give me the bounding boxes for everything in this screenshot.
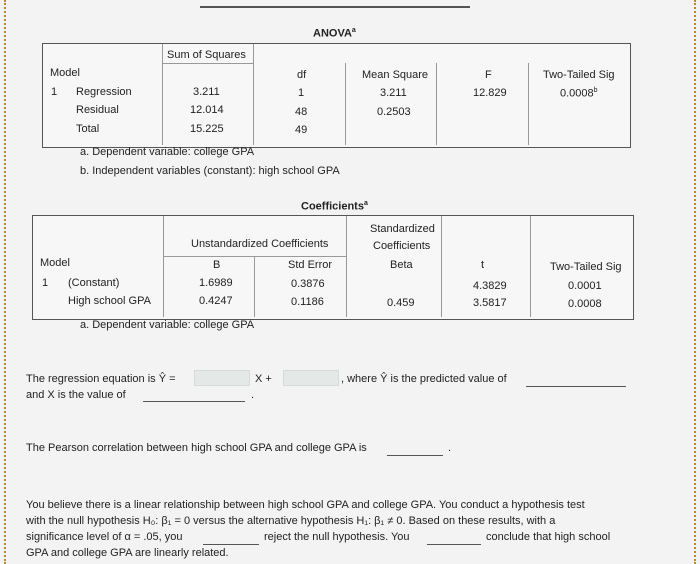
anova-divider xyxy=(163,63,253,64)
anova-sig-header: Two-Tailed Sig xyxy=(543,69,615,81)
coef-t-header: t xyxy=(481,259,485,271)
q2-text: The Pearson correlation between high school GPA and college GPA is xyxy=(26,442,367,454)
q1-text-part3: , where Ŷ is the predicted value of xyxy=(341,373,507,385)
q3-line-3c: conclude that high school xyxy=(486,531,611,543)
top-cropped-element xyxy=(200,0,470,8)
anova-divider xyxy=(436,63,437,145)
coef-divider xyxy=(254,256,255,317)
coef-model-header: Model xyxy=(40,257,70,269)
intercept-answer-input[interactable] xyxy=(283,370,339,386)
q1-text-part4: and X is the value of xyxy=(26,389,126,401)
coef-sig-header: Two-Tailed Sig xyxy=(550,261,622,273)
coef-title: Coefficients$^a$ xyxy=(301,200,368,213)
coef-row-se: 0.1186 xyxy=(291,296,324,308)
anova-row-f: 12.829 xyxy=(473,87,507,99)
coef-std-header-2: Coefficients xyxy=(373,240,431,252)
coef-std-header-1: Standardized xyxy=(370,223,435,235)
coef-row-sig: 0.0001 xyxy=(568,280,602,292)
coef-se-header: Std Error xyxy=(288,259,333,271)
q3-line-2: with the null hypothesis H₀: β₁ = 0 versus the alternative hypothesis H₁: β₁ ≠ 0. Based on these results, with a xyxy=(26,515,556,527)
coef-beta-header: Beta xyxy=(390,259,413,271)
anova-row-df: 48 xyxy=(295,106,308,118)
coef-row-t: 3.5817 xyxy=(473,297,507,309)
anova-ms-header: Mean Square xyxy=(362,69,429,81)
coef-note-a: a. Dependent variable: college GPA xyxy=(80,319,255,331)
coef-row-t: 4.3829 xyxy=(473,280,507,292)
page-border-left xyxy=(4,0,6,564)
coef-row-se: 0.3876 xyxy=(291,278,325,290)
anova-note-a: a. Dependent variable: college GPA xyxy=(80,146,255,158)
anova-divider xyxy=(253,44,254,145)
anova-row-label: Regression xyxy=(76,86,132,98)
slope-answer-input[interactable] xyxy=(194,370,250,386)
coef-divider xyxy=(441,216,442,317)
q3-line-1: You believe there is a linear relationship between high school GPA and college GPA. You conduct a hypothesis test xyxy=(26,499,585,511)
coef-row-sig: 0.0008 xyxy=(568,298,602,310)
pearson-correlation-blank[interactable] xyxy=(387,455,443,456)
anova-divider xyxy=(528,63,529,145)
coef-divider xyxy=(346,216,347,317)
x-variable-blank[interactable] xyxy=(143,401,245,402)
anova-row-ss: 12.014 xyxy=(190,104,224,116)
coef-unstd-header: Unstandardized Coefficients xyxy=(191,238,329,250)
coef-divider xyxy=(163,216,164,317)
anova-row-sig: 0.0008$^b$ xyxy=(560,87,598,100)
coef-row-b: 1.6989 xyxy=(199,277,233,289)
q3-line-3a: significance level of α = .05, you xyxy=(26,531,183,543)
anova-row-ms: 0.2503 xyxy=(377,106,411,118)
q2-period: . xyxy=(448,442,452,454)
q3-line-3b: reject the null hypothesis. You xyxy=(264,531,410,543)
anova-divider xyxy=(345,63,346,145)
anova-row-ss: 3.211 xyxy=(193,86,220,98)
coef-b-header: B xyxy=(213,259,221,271)
coef-divider xyxy=(530,216,531,317)
coef-row-label: High school GPA xyxy=(68,295,151,307)
anova-row-df: 1 xyxy=(298,87,305,99)
q1-text-part1: The regression equation is Ŷ = xyxy=(26,373,176,385)
anova-df-header: df xyxy=(297,69,307,81)
q3-line-4: GPA and college GPA are linearly related. xyxy=(26,547,229,559)
anova-title: ANOVA$^a$ xyxy=(313,27,356,40)
anova-row-label: Residual xyxy=(76,104,119,116)
anova-row-label: Total xyxy=(76,123,100,135)
predicted-variable-blank[interactable] xyxy=(526,386,626,387)
anova-note-b: b. Independent variables (constant): high school GPA xyxy=(80,165,340,177)
anova-f-header: F xyxy=(485,69,492,81)
q1-text-part2: X + xyxy=(255,373,272,385)
reject-decision-blank[interactable] xyxy=(203,544,259,545)
anova-divider xyxy=(162,44,163,145)
anova-row-ss: 15.225 xyxy=(190,123,224,135)
coef-row-b: 0.4247 xyxy=(199,295,233,307)
anova-row-ms: 3.211 xyxy=(380,87,407,99)
coef-row-beta: 0.459 xyxy=(387,297,415,309)
anova-ss-header: Sum of Squares xyxy=(167,49,246,61)
conclusion-blank[interactable] xyxy=(427,544,481,545)
coef-divider xyxy=(164,256,346,257)
anova-row-df: 49 xyxy=(295,124,308,136)
coef-row-label: (Constant) xyxy=(68,277,120,289)
q1-period: . xyxy=(251,389,255,401)
anova-model-header: Model xyxy=(50,67,80,79)
anova-row-num: 1 xyxy=(51,86,58,98)
page-border-right xyxy=(694,0,696,564)
coef-row-num: 1 xyxy=(42,277,49,289)
